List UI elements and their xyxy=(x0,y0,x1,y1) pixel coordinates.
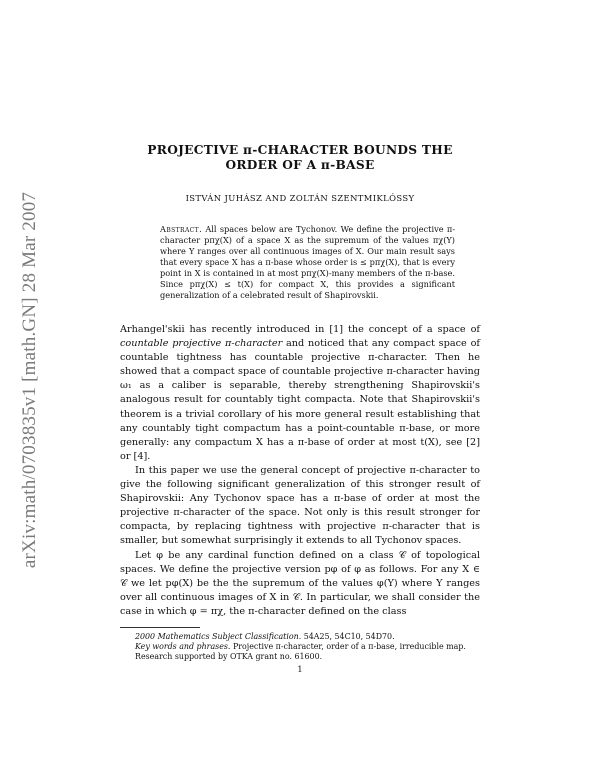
arxiv-identifier-stamp xyxy=(4,120,56,640)
paper-title: PROJECTIVE π-CHARACTER BOUNDS THE ORDER OF A π-BASE xyxy=(147,143,453,172)
paper-authors: ISTVÁN JUHÁSZ AND ZOLTÁN SZENTMIKLÓSSY xyxy=(185,193,415,203)
paragraph-1-rest: and noticed that any compact space of countable tightness has countable projective π-character. Then he showed that a compact space of countable projective π-character having ω₁ as a caliber is separable, thereby strengthening Shapirovskii's analogous result for countably tight compacta. Note that Shapirovskii's theorem is a trivial corollary of his more general result establishing that any countably tight compactum has a point-countable π-base, or more generally: any compactum X has a π-base of order at most t(X), see [2] or [4]. xyxy=(120,338,481,462)
paper-page xyxy=(120,143,480,675)
paragraph-1-start: Arhangel'skii has recently introduced in [1] the concept of a space of xyxy=(120,324,480,335)
footnote-keywords-label: Key words and phrases. xyxy=(135,641,231,651)
abstract-text: All spaces below are Tychonov. We define the projective π-character pπχ(X) of a space X as the supremum of the values πχ(Y) where Y ranges over all continuous images of X. Our main result says that every space X has a π-base whose order is ≤ pπχ(X), that is every point in X is contained in at most pπχ(X)-many members of the π-base. Since pπχ(X) ≤ t(X) for compact X, this provides a significant generalization of a celebrated result of Shapirovskii. xyxy=(160,224,455,300)
body-text xyxy=(120,323,480,619)
footnote-msc-label: 2000 Mathematics Subject Classification. xyxy=(135,631,302,641)
paragraph-3: Let φ be any cardinal function defined on a class 𝒞 of topological spaces. We define the projective version pφ of φ as follows. For any X ∈ 𝒞 we let pφ(X) be the the supremum of the values φ(Y) where Y ranges over all continuous images of X in 𝒞. In particular, we shall consider the case in which φ = πχ, the π-character defined on the class xyxy=(120,549,480,617)
footnote-msc xyxy=(120,632,480,642)
footnote-keywords-text: Projective π-character, order of a π-base, irreducible map. xyxy=(230,641,466,651)
footnote-msc-codes: 54A25, 54C10, 54D70. xyxy=(301,631,395,641)
footnotes xyxy=(120,632,480,662)
arxiv-identifier-text: arXiv:math/0703835v1 [math.GN] 28 Mar 2007 xyxy=(19,191,41,569)
paragraph-1 xyxy=(120,323,480,464)
abstract-label: Abstract. xyxy=(160,224,203,234)
footnote-keywords xyxy=(120,642,480,652)
page-number: 1 xyxy=(297,664,303,675)
footnote-divider xyxy=(120,627,200,628)
paragraph-2: In this paper we use the general concept of projective π-character to give the following significant generalization of this stronger result of Shapirovskii: Any Tychonov space has a π-base of order at most the projective π-character of the space. Not only is this result stronger for compacta, by replacing tightness with projective π-character that is smaller, but somewhat surprisingly it extends to all Tychonov spaces. xyxy=(120,464,480,547)
abstract xyxy=(160,224,455,301)
paragraph-1-emphasis: countable projective π-character xyxy=(120,338,283,350)
footnote-grant: Research supported by OTKA grant no. 61600. xyxy=(135,651,323,661)
